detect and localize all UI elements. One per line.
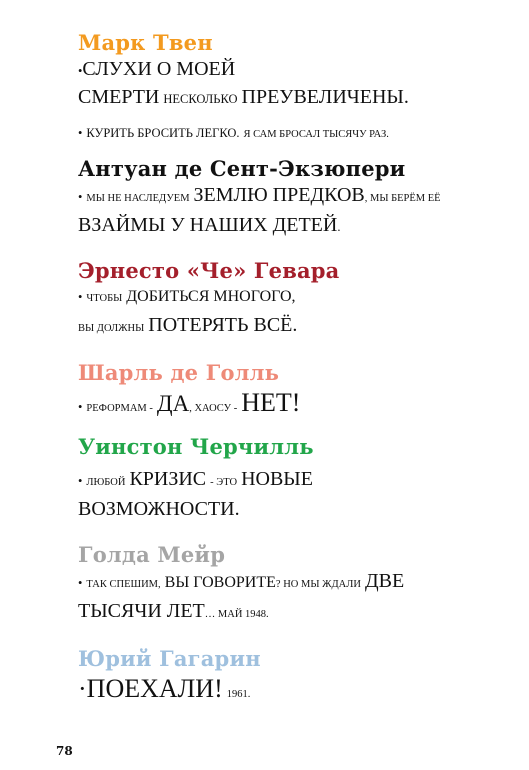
bullet: •: [78, 126, 83, 140]
quote-churchill: • ЛЮБОЙ КРИЗИС - ЭТО НОВЫЕ ВОЗМОЖНОСТИ.: [78, 468, 313, 520]
author-gagarin: Юрий Гагарин: [78, 646, 261, 671]
quote-guevara: • ЧТОБЫ ДОБИТЬСЯ МНОГОГО, ВЫ ДОЛЖНЫ ПОТЕРЯТЬ ВСЁ.: [78, 288, 298, 336]
bullet: •: [78, 290, 83, 304]
dot: ·: [78, 674, 87, 703]
bullet: •: [78, 400, 83, 414]
author-twain: Марк Твен: [78, 30, 213, 55]
author-meir: Голда Мейр: [78, 542, 226, 567]
bullet: •: [78, 576, 83, 590]
quote-twain-1: •СЛУХИ О МОЕЙ СМЕРТИ НЕСКОЛЬКО ПРЕУВЕЛИЧЕНЫ.: [78, 58, 409, 108]
quote-gaulle: • РЕФОРМАМ - ДА, ХАОСУ - НЕТ!: [78, 388, 301, 417]
quote-gagarin: ·ПОЕХАЛИ! 1961.: [78, 674, 251, 703]
quotes-page: [78, 30, 498, 712]
bullet: •: [78, 474, 83, 488]
quote-meir: • ТАК СПЕШИМ, ВЫ ГОВОРИТЕ? НО МЫ ЖДАЛИ ДВЕ ТЫСЯЧИ ЛЕТ… МАЙ 1948.: [78, 570, 405, 622]
bullet: •: [78, 190, 83, 204]
author-gaulle: Шарль де Голль: [78, 360, 280, 385]
quote-twain-2: • КУРИТЬ БРОСИТЬ ЛЕГКО. Я САМ БРОСАЛ ТЫСЯЧУ РАЗ.: [78, 126, 389, 140]
author-churchill: Уинстон Черчилль: [78, 434, 314, 459]
quote-exupery: • МЫ НЕ НАСЛЕДУЕМ ЗЕМЛЮ ПРЕДКОВ, МЫ БЕРЁМ ЕЁ ВЗАЙМЫ У НАШИХ ДЕТЕЙ.: [78, 184, 441, 236]
bullet: •: [78, 64, 83, 78]
author-exupery: Антуан де Сент-Экзюпери: [78, 156, 406, 181]
author-guevara: Эрнесто «Че» Гевара: [78, 258, 340, 283]
page-number: 78: [56, 744, 73, 758]
